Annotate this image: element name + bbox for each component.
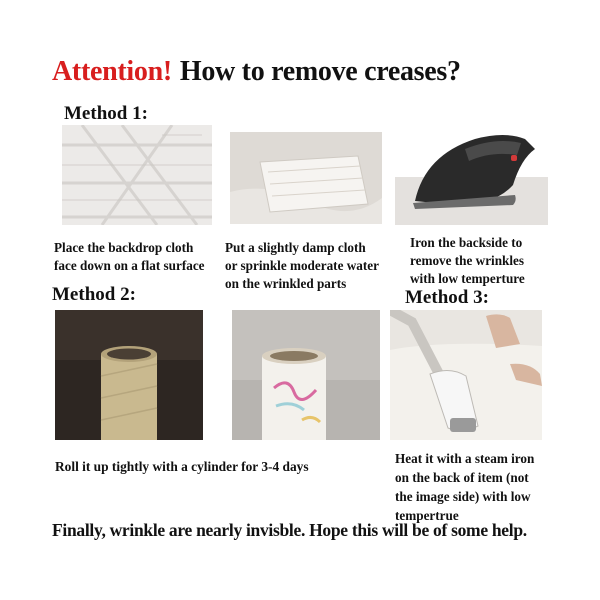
backdrop-face-down-photo	[62, 125, 212, 225]
page-title	[52, 56, 461, 88]
handheld-steamer-photo	[390, 310, 542, 440]
steam-iron-photo	[395, 125, 548, 225]
caption-line: Heat it with a steam iron	[395, 451, 535, 466]
caption-line: with low temperture	[410, 271, 525, 286]
step-1-caption	[54, 239, 205, 275]
rolled-backdrop-photo	[232, 310, 380, 440]
caption-line: Place the backdrop cloth	[54, 240, 194, 255]
method-2-heading: Method 2:	[52, 284, 136, 305]
method-3-heading: Method 3:	[405, 287, 489, 308]
caption-line: the image side) with low	[395, 489, 531, 504]
caption-line: on the back of item (not	[395, 470, 529, 485]
cardboard-tube-photo	[55, 310, 203, 440]
roll-caption	[55, 458, 309, 476]
caption-line: on the wrinkled parts	[225, 276, 347, 291]
caption-line: Iron the backside to	[410, 235, 523, 250]
damp-cloth-photo	[230, 132, 382, 224]
caption-line: remove the wrinkles	[410, 253, 525, 268]
attention-label: Attention!	[52, 56, 172, 87]
step-2-caption	[225, 239, 379, 293]
caption-line: Put a slightly damp cloth	[225, 240, 366, 255]
method-1-heading: Method 1:	[64, 103, 148, 124]
steam-caption	[395, 449, 534, 525]
caption-line: Roll it up tightly with a cylinder for 3-4 days	[55, 459, 309, 474]
caption-line: face down on a flat surface	[54, 258, 205, 273]
step-3-caption	[410, 234, 525, 288]
closing-note: Finally, wrinkle are nearly invisble. Hope this will be of some help.	[52, 520, 527, 540]
caption-line: or sprinkle moderate water	[225, 258, 379, 273]
title-question: How to remove creases?	[179, 56, 461, 87]
caption-line: tempertrue	[395, 508, 459, 523]
